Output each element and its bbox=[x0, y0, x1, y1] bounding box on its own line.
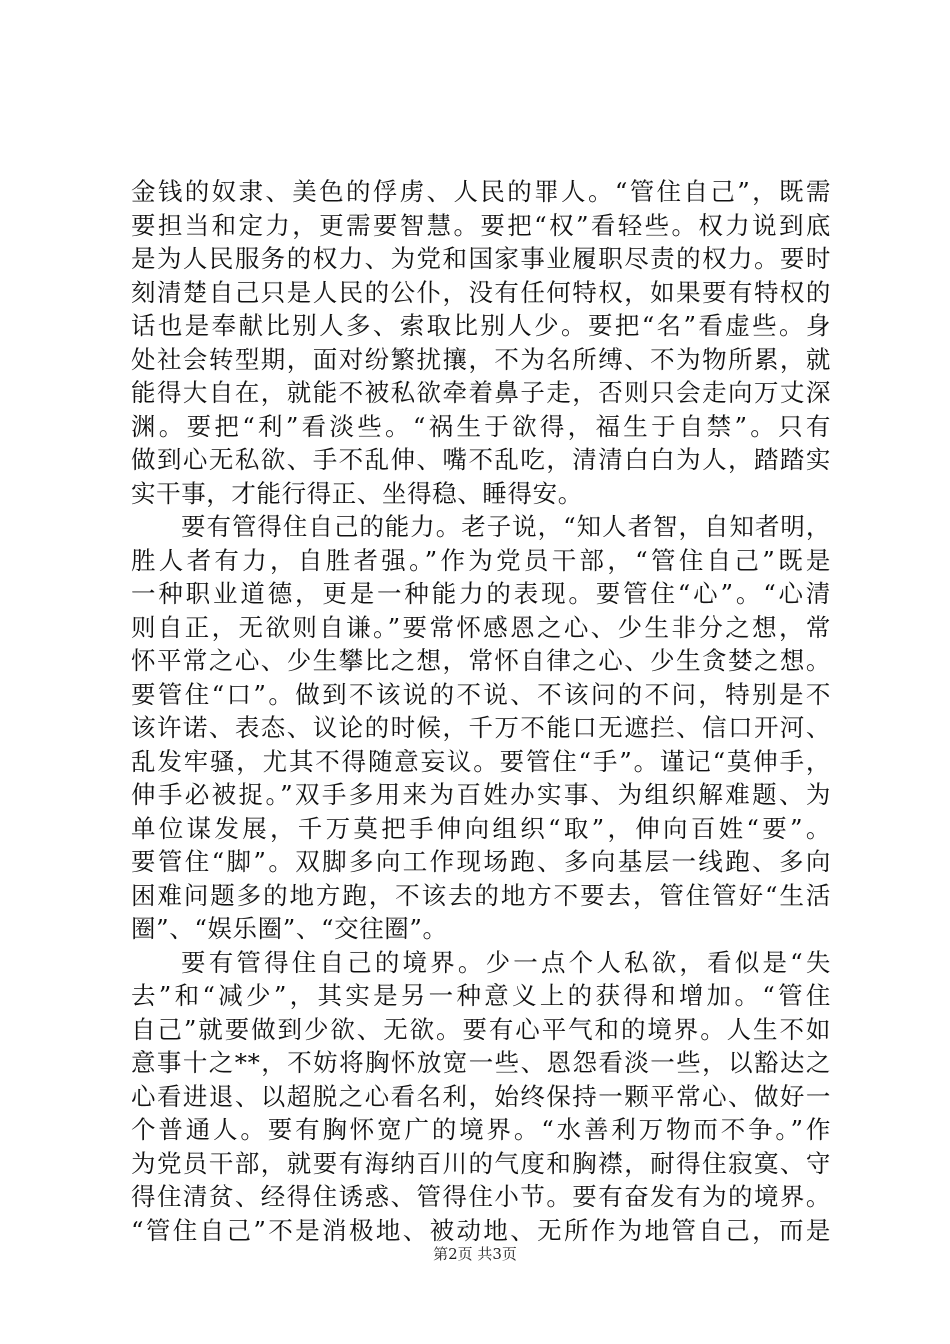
text-line: 渊。要把“利”看淡些。“祸生于欲得，福生于自禁”。只有 bbox=[131, 411, 831, 441]
text-line: 该许诺、表态、议论的时候，千万不能口无遮拦、信口开河、 bbox=[131, 713, 831, 742]
text-line: 自己”就要做到少欲、无欲。要有心平气和的境界。人生不如 bbox=[131, 1014, 831, 1044]
text-line: 要有管得住自己的境界。少一点个人私欲，看似是“失 bbox=[181, 947, 831, 977]
text-line: 实干事，才能行得正、坐得稳、睡得安。 bbox=[131, 478, 583, 508]
text-line: 做到心无私欲、手不乱伸、嘴不乱吃，清清白白为人，踏踏实 bbox=[131, 445, 831, 474]
text-line: 胜人者有力，自胜者强。”作为党员干部，“管住自己”既是 bbox=[131, 545, 831, 575]
text-line: 金钱的奴隶、美色的俘虏、人民的罪人。“管住自己”，既需 bbox=[131, 177, 831, 206]
page-footer: 第2页 共3页 bbox=[433, 1245, 517, 1263]
text-line: “管住自己”不是消极地、被动地、无所作为地管自己，而是 bbox=[131, 1215, 831, 1245]
text-line: 得住清贫、经得住诱惑、管得住小节。要有奋发有为的境界。 bbox=[131, 1182, 831, 1211]
text-line: 个普通人。要有胸怀宽广的境界。“水善利万物而不争。”作 bbox=[131, 1115, 831, 1144]
paragraph bbox=[131, 175, 831, 510]
body-text bbox=[131, 175, 831, 1247]
text-line: 则自正，无欲则自谦。”要常怀感恩之心、少生非分之想，常 bbox=[131, 612, 831, 642]
text-line: 怀平常之心、少生攀比之想，常怀自律之心、少生贪婪之想。 bbox=[131, 646, 831, 675]
text-line: 去”和“减少”，其实是另一种意义上的获得和增加。“管住 bbox=[131, 981, 831, 1010]
paragraph bbox=[131, 946, 831, 1248]
text-line: 话也是奉献比别人多、索取比别人少。要把“名”看虚些。身 bbox=[131, 311, 831, 340]
paragraph bbox=[131, 510, 831, 946]
text-line: 是为人民服务的权力、为党和国家事业履职尽责的权力。要时 bbox=[131, 244, 831, 273]
text-line: 要管住“脚”。双脚多向工作现场跑、多向基层一线跑、多向 bbox=[131, 847, 831, 876]
text-line: 一种职业道德，更是一种能力的表现。要管住“心”。“心清 bbox=[131, 579, 831, 608]
text-line: 为党员干部，就要有海纳百川的气度和胸襟，耐得住寂寞、守 bbox=[131, 1148, 831, 1178]
text-line: 困难问题多的地方跑，不该去的地方不要去，管住管好“生活 bbox=[131, 880, 831, 910]
text-line: 刻清楚自己只是人民的公仆，没有任何特权，如果要有特权的 bbox=[131, 277, 831, 307]
text-line: 要管住“口”。做到不该说的不说、不该问的不问，特别是不 bbox=[131, 679, 831, 709]
text-line: 伸手必被捉。”双手多用来为百姓办实事、为组织解难题、为 bbox=[131, 780, 831, 809]
text-line: 要担当和定力，更需要智慧。要把“权”看轻些。权力说到底 bbox=[131, 210, 831, 240]
text-line: 心看进退、以超脱之心看名利，始终保持一颗平常心、做好一 bbox=[131, 1081, 831, 1111]
text-line: 圈”、“娱乐圈”、“交往圈”。 bbox=[131, 914, 448, 943]
text-line: 乱发牢骚，尤其不得随意妄议。要管住“手”。谨记“莫伸手， bbox=[131, 746, 831, 776]
text-line: 能得大自在，就能不被私欲牵着鼻子走，否则只会走向万丈深 bbox=[131, 378, 831, 407]
text-line: 单位谋发展，千万莫把手伸向组织“取”，伸向百姓“要”。 bbox=[131, 813, 831, 843]
text-line: 要有管得住自己的能力。老子说，“知人者智，自知者明， bbox=[181, 512, 831, 541]
text-line: 处社会转型期，面对纷繁扰攘，不为名所缚、不为物所累，就 bbox=[131, 344, 831, 374]
text-line: 意事十之**，不妨将胸怀放宽一些、恩怨看淡一些，以豁达之 bbox=[131, 1048, 831, 1077]
